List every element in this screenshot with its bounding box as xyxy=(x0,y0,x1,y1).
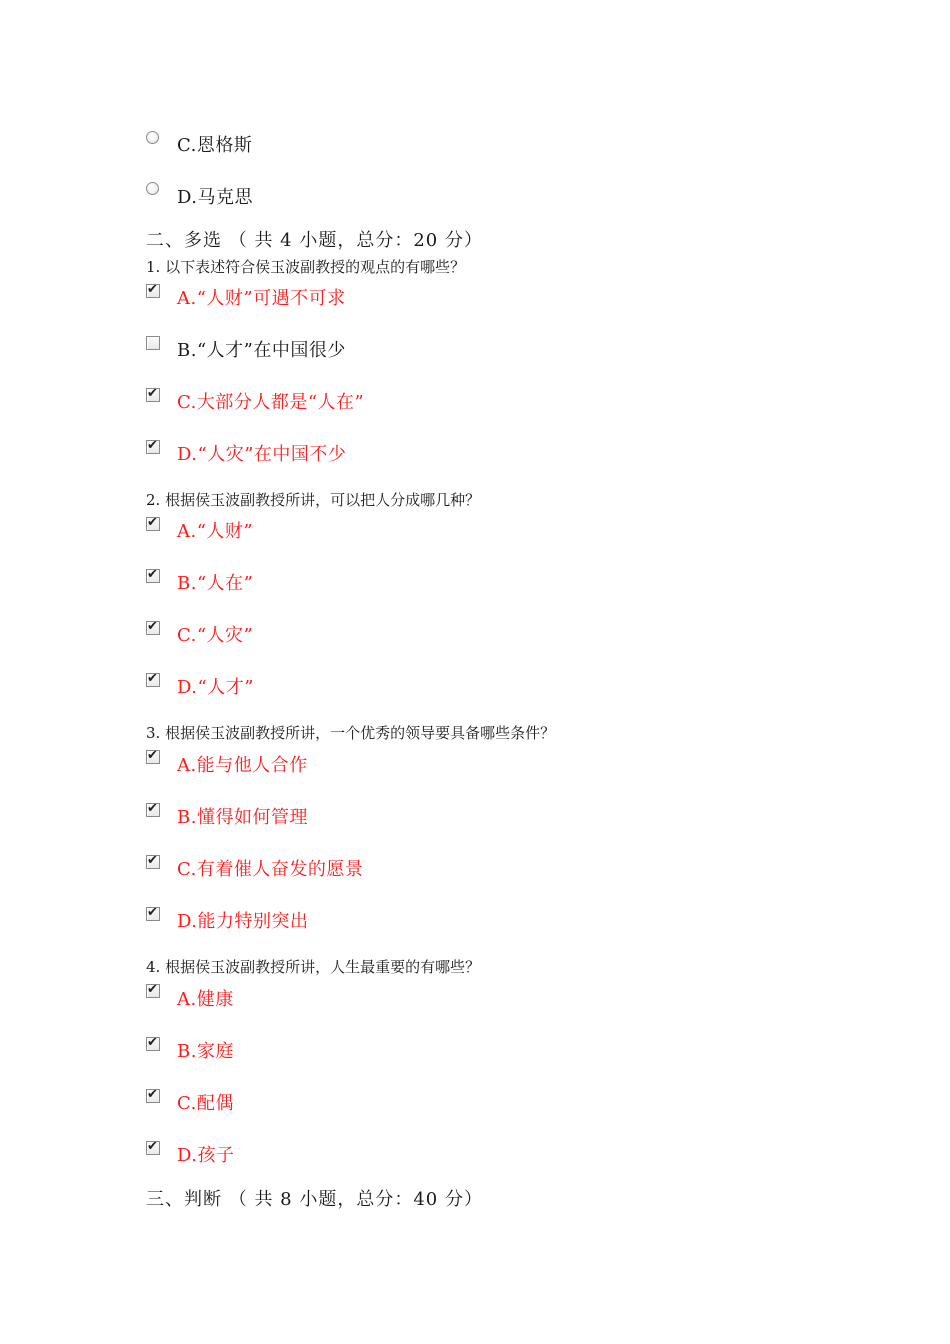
checkbox-checked-icon[interactable]: ✔ xyxy=(146,907,160,921)
option-label: D.孩子 xyxy=(177,1145,235,1166)
section-heading-multiple-choice: 二、多选 （ 共 4 小题，总分：20 分） xyxy=(146,230,483,251)
checkbox-checked-icon[interactable]: ✔ xyxy=(146,984,160,998)
q2-option-c[interactable] xyxy=(146,621,746,651)
checkbox-checked-icon[interactable]: ✔ xyxy=(146,388,160,402)
option-label: B.“人在” xyxy=(177,573,254,594)
q3-option-b[interactable] xyxy=(146,803,746,833)
checkbox-checked-icon[interactable]: ✔ xyxy=(146,621,160,635)
q2-option-d[interactable] xyxy=(146,673,746,703)
option-label: C.恩格斯 xyxy=(177,135,253,156)
checkbox-checked-icon[interactable]: ✔ xyxy=(146,569,160,583)
option-label: B.懂得如何管理 xyxy=(177,807,308,828)
checkbox-unchecked-icon[interactable] xyxy=(146,336,160,350)
option-label: C.大部分人都是“人在” xyxy=(177,392,365,413)
checkbox-checked-icon[interactable]: ✔ xyxy=(146,517,160,531)
option-label: A.“人财” xyxy=(177,521,254,542)
option-label: B.家庭 xyxy=(177,1041,234,1062)
q4-option-d[interactable] xyxy=(146,1141,746,1171)
prev-option-d[interactable] xyxy=(146,182,746,212)
question-text: 2. 根据侯玉波副教授所讲，可以把人分成哪几种？ xyxy=(146,491,481,509)
checkbox-checked-icon[interactable]: ✔ xyxy=(146,803,160,817)
option-label: D.能力特别突出 xyxy=(177,911,309,932)
q2-option-a[interactable] xyxy=(146,517,746,547)
question-text: 3. 根据侯玉波副教授所讲，一个优秀的领导要具备哪些条件？ xyxy=(146,724,556,742)
checkbox-checked-icon[interactable]: ✔ xyxy=(146,1037,160,1051)
option-label: A.能与他人合作 xyxy=(177,755,308,776)
option-label: A.健康 xyxy=(177,989,234,1010)
q1-option-c[interactable] xyxy=(146,388,746,418)
option-label: C.配偶 xyxy=(177,1093,234,1114)
option-label: D.马克思 xyxy=(177,187,254,208)
q4-option-c[interactable] xyxy=(146,1089,746,1119)
q3-option-d[interactable] xyxy=(146,907,746,937)
prev-option-c[interactable] xyxy=(146,131,746,161)
q1-option-b[interactable] xyxy=(146,336,746,366)
option-label: C.有着催人奋发的愿景 xyxy=(177,859,364,880)
q3-option-c[interactable] xyxy=(146,855,746,885)
option-label: D.“人灾”在中国不少 xyxy=(177,444,347,465)
q1-option-d[interactable] xyxy=(146,440,746,470)
radio-button-icon[interactable] xyxy=(146,131,159,144)
q4-option-a[interactable] xyxy=(146,984,746,1014)
section-heading-true-false: 三、判断 （ 共 8 小题，总分：40 分） xyxy=(146,1189,483,1210)
q4-option-b[interactable] xyxy=(146,1037,746,1067)
checkbox-checked-icon[interactable]: ✔ xyxy=(146,284,160,298)
checkbox-checked-icon[interactable]: ✔ xyxy=(146,855,160,869)
option-label: C.“人灾” xyxy=(177,625,254,646)
question-text: 1. 以下表述符合侯玉波副教授的观点的有哪些？ xyxy=(146,258,466,276)
checkbox-checked-icon[interactable]: ✔ xyxy=(146,750,160,764)
radio-button-icon[interactable] xyxy=(146,182,159,195)
checkbox-checked-icon[interactable]: ✔ xyxy=(146,1089,160,1103)
q1-option-a[interactable] xyxy=(146,284,746,314)
checkbox-checked-icon[interactable]: ✔ xyxy=(146,440,160,454)
option-label: A.“人财”可遇不可求 xyxy=(177,288,346,309)
q3-option-a[interactable] xyxy=(146,750,746,780)
question-text: 4. 根据侯玉波副教授所讲，人生最重要的有哪些？ xyxy=(146,958,481,976)
option-label: D.“人才” xyxy=(177,677,254,698)
option-label: B.“人才”在中国很少 xyxy=(177,340,346,361)
checkbox-checked-icon[interactable]: ✔ xyxy=(146,673,160,687)
checkbox-checked-icon[interactable]: ✔ xyxy=(146,1141,160,1155)
q2-option-b[interactable] xyxy=(146,569,746,599)
